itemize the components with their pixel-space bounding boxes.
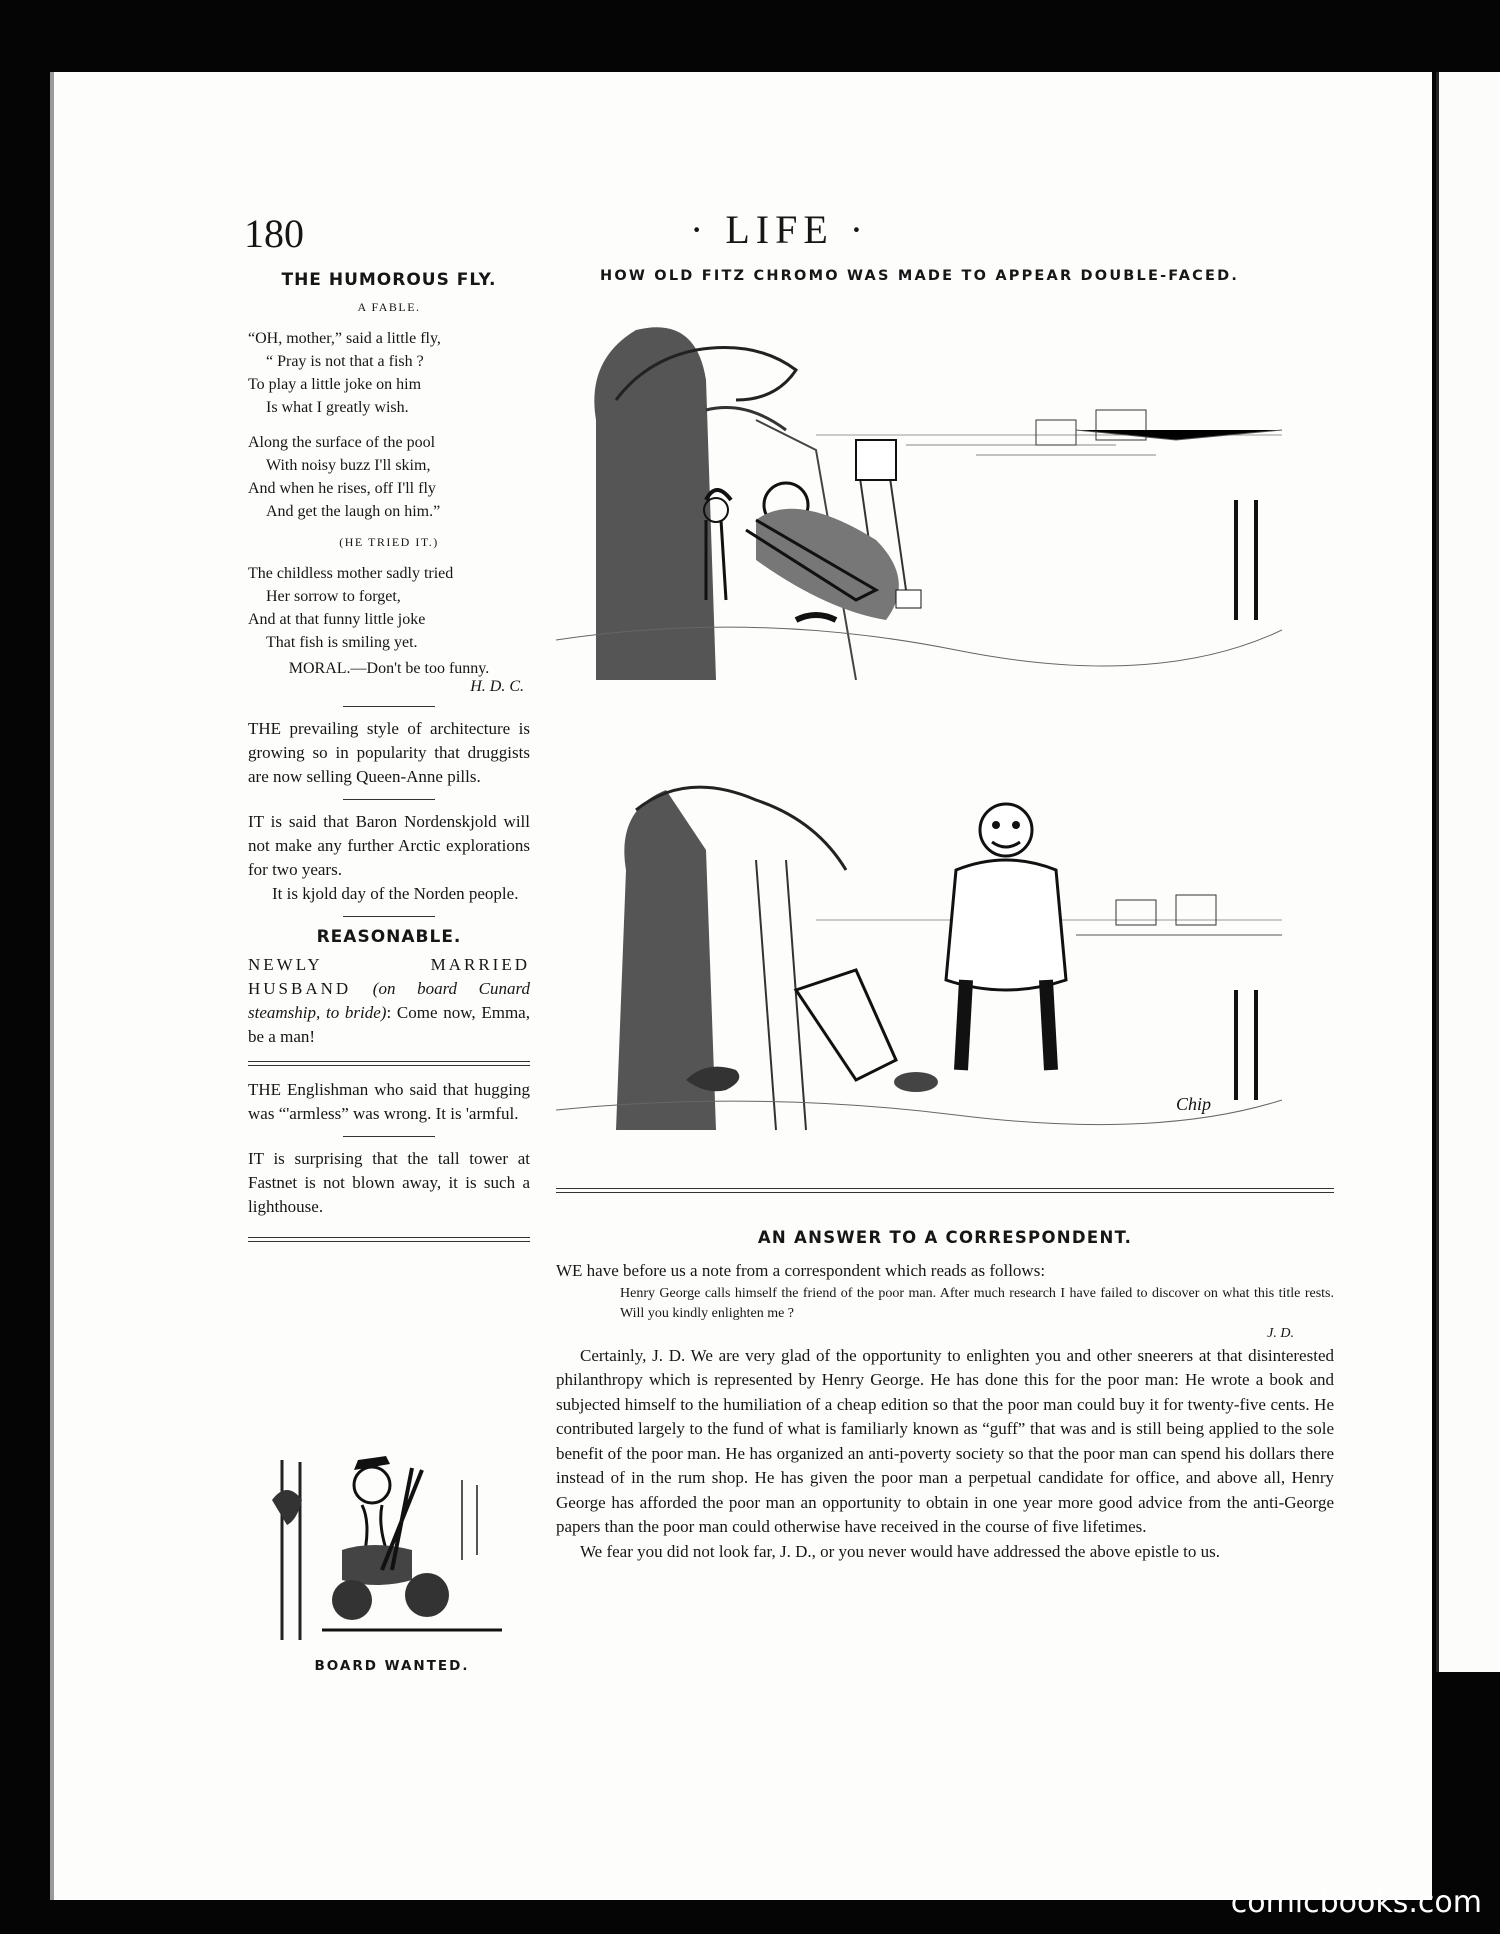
answer-quote: Henry George calls himself the friend of the poor man. After much research I have failed to discover on what this title rests. Will you kindly enlighten me ? bbox=[620, 1285, 1334, 1321]
illustration-caption: HOW OLD FITZ CHROMO WAS MADE TO APPEAR DOUBLE-FACED. bbox=[600, 268, 1240, 284]
divider bbox=[248, 1061, 530, 1066]
paragraph-nordenskjold: IT is said that Baron Nordenskjold will not make any further Arctic explorations for two years. bbox=[248, 812, 530, 879]
divider bbox=[343, 799, 435, 800]
poem-line: And at that funny little joke bbox=[248, 611, 426, 628]
answer-intro: WE have before us a note from a correspondent which reads as follows: bbox=[556, 1261, 1046, 1280]
watermark: comicbooks.com bbox=[1230, 1885, 1482, 1920]
divider bbox=[343, 706, 435, 707]
masthead: · LIFE · bbox=[690, 207, 870, 252]
poem-line: And when he rises, off I'll fly bbox=[248, 480, 436, 497]
poem-subtitle: A FABLE. bbox=[357, 300, 421, 314]
paragraph-nordenskjold-joke: It is kjold day of the Norden people. bbox=[272, 884, 519, 903]
board-wanted-illustration bbox=[262, 1440, 522, 1650]
poem-line: With noisy buzz I'll skim, bbox=[266, 457, 431, 474]
answer-quote-signature: J. D. bbox=[1267, 1325, 1294, 1341]
paragraph-architecture: THE prevailing style of architecture is growing so in popularity that druggists are now selling Queen-Anne pills. bbox=[248, 719, 530, 786]
answer-closing: We fear you did not look far, J. D., or you never would have addressed the above epistle to us. bbox=[580, 1541, 1220, 1561]
paragraph-reasonable bbox=[248, 953, 530, 1049]
poem-line: Along the surface of the pool bbox=[248, 434, 436, 451]
reasonable-stage-direction: (on board Cunard steamship, to bride) bbox=[248, 979, 530, 1022]
paragraph-englishman: THE Englishman who said that hugging was “'armless” was wrong. It is 'armful. bbox=[248, 1080, 530, 1123]
reasonable-title: REASONABLE. bbox=[316, 927, 462, 947]
poem-line: And get the laugh on him.” bbox=[266, 503, 441, 520]
poem-aside: (HE TRIED IT.) bbox=[339, 535, 439, 549]
poem-line: The childless mother sadly tried bbox=[248, 565, 454, 582]
poem-title: THE HUMOROUS FLY. bbox=[281, 270, 497, 290]
paragraph-fastnet: IT is surprising that the tall tower at Fastnet is not blown away, it is such a lighthouse. bbox=[248, 1149, 530, 1216]
answer-article bbox=[556, 1228, 1334, 1564]
divider bbox=[343, 1136, 435, 1137]
poem-line: Her sorrow to forget, bbox=[266, 588, 401, 605]
poem-line: “OH, mother,” said a little fly, bbox=[248, 330, 441, 347]
divider bbox=[248, 1237, 530, 1242]
reasonable-speaker: NEWLY MARRIED HUSBAND bbox=[248, 955, 530, 998]
answer-body: Certainly, J. D. We are very glad of the opportunity to enlighten you and other sneerers at that disinterested philanthropy which is represented by Henry George. He has done this for the poor man: He wrote a book and subjected himself to the humiliation of a cheap edition so that the poor man could buy it for twenty-five cents. He contributed largely to the fund of what is familiarly known as “guff” that was and is still being applied to the sole benefit of the poor man. He has organized an anti-poverty society so that the poor man can spend his dollars there instead of in the rum shop. He has given the poor man a perpetual candidate for office, and above all, Henry George has afforded the poor man an opportunity to obtain in one year more good advice from the anti-George papers than the poor man could otherwise have received in the course of five lifetimes. bbox=[556, 1345, 1334, 1536]
poem-line: “ Pray is not that a fish ? bbox=[266, 353, 424, 370]
reasonable-line: : Come now, Emma, be a man! bbox=[248, 1003, 530, 1046]
poem-signature: H. D. C. bbox=[470, 678, 524, 695]
adjacent-page-edge bbox=[1436, 72, 1500, 1672]
board-wanted-caption: BOARD WANTED. bbox=[314, 1658, 470, 1674]
poem-line: That fish is smiling yet. bbox=[266, 634, 418, 651]
divider bbox=[343, 916, 435, 917]
poem-line: Is what I greatly wish. bbox=[266, 399, 409, 416]
answer-title: AN ANSWER TO A CORRESPONDENT. bbox=[757, 1228, 1133, 1247]
cartoon-signature: Chip bbox=[1176, 1094, 1212, 1114]
poem bbox=[248, 327, 530, 654]
poem-line: To play a little joke on him bbox=[248, 376, 422, 393]
cartoon-panel-bottom bbox=[556, 770, 1282, 1140]
page-number: 180 bbox=[244, 211, 304, 256]
poem-moral: MORAL.—Don't be too funny. bbox=[288, 660, 490, 677]
article-divider bbox=[556, 1188, 1334, 1193]
left-column bbox=[248, 270, 530, 1260]
cartoon-panel-top bbox=[556, 320, 1282, 692]
